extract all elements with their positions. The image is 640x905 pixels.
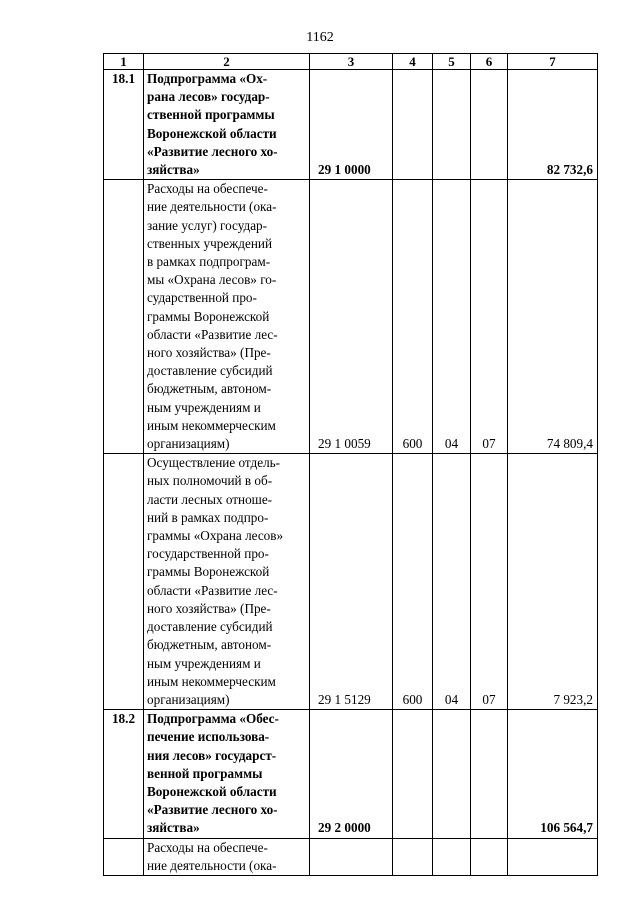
section-cell: 04 — [433, 180, 471, 454]
section-cell: 04 — [433, 454, 471, 710]
table-row — [104, 454, 598, 710]
description-cell — [144, 838, 310, 875]
description-line: рана лесов» государ- — [147, 89, 270, 105]
section-cell — [433, 710, 471, 838]
description-cell — [144, 710, 310, 838]
description-line: Расходы на обеспече- — [147, 181, 268, 197]
expense-type-cell — [393, 70, 433, 180]
empty-cell — [393, 838, 433, 875]
row-number-cell — [104, 180, 144, 454]
description-line: ным учреждениям и — [147, 655, 261, 671]
description-line: организациям) — [147, 436, 230, 452]
empty-cell — [471, 838, 508, 875]
section-cell — [433, 70, 471, 180]
target-code-cell: 29 1 5129 — [310, 454, 393, 710]
description-cell — [144, 454, 310, 710]
description-line: иным некоммерческим — [147, 417, 276, 433]
description-line: ного хозяйства» (Пре- — [147, 600, 271, 616]
description-line: граммы «Охрана лесов» — [147, 528, 284, 544]
table-row — [104, 710, 598, 838]
expense-type-cell: 600 — [393, 180, 433, 454]
amount-cell: 74 809,4 — [508, 180, 598, 454]
page-number: 1162 — [306, 30, 334, 45]
row-number-cell: 18.2 — [104, 710, 144, 838]
budget-table — [103, 53, 598, 876]
header-cell: 4 — [393, 54, 433, 70]
description-line: бюджетным, автоном- — [147, 381, 272, 397]
description-line: государственной про- — [147, 546, 269, 562]
description-line: «Развитие лесного хо- — [147, 143, 278, 159]
header-cell: 7 — [508, 54, 598, 70]
expense-type-cell — [393, 710, 433, 838]
description-line: граммы Воронежской — [147, 308, 270, 324]
description-line: ласти лесных отноше- — [147, 491, 273, 507]
table-row — [104, 70, 598, 180]
description-line: иным некоммерческим — [147, 673, 276, 689]
header-cell: 5 — [433, 54, 471, 70]
description-line: бюджетным, автоном- — [147, 637, 272, 653]
description-line: «Развитие лесного хо- — [147, 802, 278, 818]
description-line: ственных учреждений — [147, 235, 273, 251]
description-line: ным учреждениям и — [147, 399, 261, 415]
row-number-cell — [104, 454, 144, 710]
subsection-cell: 07 — [471, 180, 508, 454]
header-row — [104, 54, 598, 70]
description-line: мы «Охрана лесов» го- — [147, 272, 277, 288]
description-line: ственной программы — [147, 107, 275, 123]
description-line: Подпрограмма «Ох- — [147, 71, 268, 86]
description-line: организациям) — [147, 691, 230, 707]
description-line: зяйства» — [147, 162, 200, 178]
description-line: Расходы на обеспече- — [147, 839, 268, 855]
empty-cell — [104, 838, 144, 875]
description-line: области «Развитие лес- — [147, 582, 278, 598]
description-line: сударственной про- — [147, 290, 257, 306]
description-cell — [144, 180, 310, 454]
description-line: ного хозяйства» (Пре- — [147, 345, 271, 361]
row-number-cell: 18.1 — [104, 70, 144, 180]
description-line: венной программы — [147, 765, 263, 781]
target-code-cell: 29 1 0059 — [310, 180, 393, 454]
description-line: зание услуг) государ- — [147, 217, 268, 233]
empty-cell — [433, 838, 471, 875]
description-line: ных полномочий в об- — [147, 473, 273, 489]
description-line: ние деятельности (ока- — [147, 857, 277, 873]
header-cell: 1 — [104, 54, 144, 70]
target-code-cell: 29 2 0000 — [310, 710, 393, 838]
description-line: области «Развитие лес- — [147, 326, 278, 342]
description-line: Осуществление отдель- — [147, 455, 281, 471]
description-cell — [144, 70, 310, 180]
table-row-partial — [104, 838, 598, 875]
description-line: Подпрограмма «Обес- — [147, 711, 279, 727]
target-code-cell: 29 1 0000 — [310, 70, 393, 180]
subsection-cell: 07 — [471, 454, 508, 710]
empty-cell — [508, 838, 598, 875]
header-cell: 6 — [471, 54, 508, 70]
expense-type-cell: 600 — [393, 454, 433, 710]
header-cell: 3 — [310, 54, 393, 70]
description-line: граммы Воронежской — [147, 564, 270, 580]
subsection-cell — [471, 70, 508, 180]
description-line: ний в рамках подпро- — [147, 509, 269, 525]
table-body — [104, 54, 598, 876]
subsection-cell — [471, 710, 508, 838]
amount-cell: 7 923,2 — [508, 454, 598, 710]
empty-cell — [310, 838, 393, 875]
amount-cell: 106 564,7 — [508, 710, 598, 838]
amount-cell: 82 732,6 — [508, 70, 598, 180]
description-line: доставление субсидий — [147, 363, 273, 379]
description-line: зяйства» — [147, 820, 200, 836]
table-row — [104, 180, 598, 454]
description-line: в рамках подпрограм- — [147, 254, 271, 270]
description-line: доставление субсидий — [147, 619, 273, 635]
description-line: ния лесов» государст- — [147, 747, 277, 763]
header-cell: 2 — [144, 54, 310, 70]
description-line: печение использова- — [147, 729, 270, 745]
description-line: Воронежской области — [147, 783, 277, 799]
description-line: ние деятельности (ока- — [147, 199, 277, 215]
description-line: Воронежской области — [147, 125, 277, 141]
